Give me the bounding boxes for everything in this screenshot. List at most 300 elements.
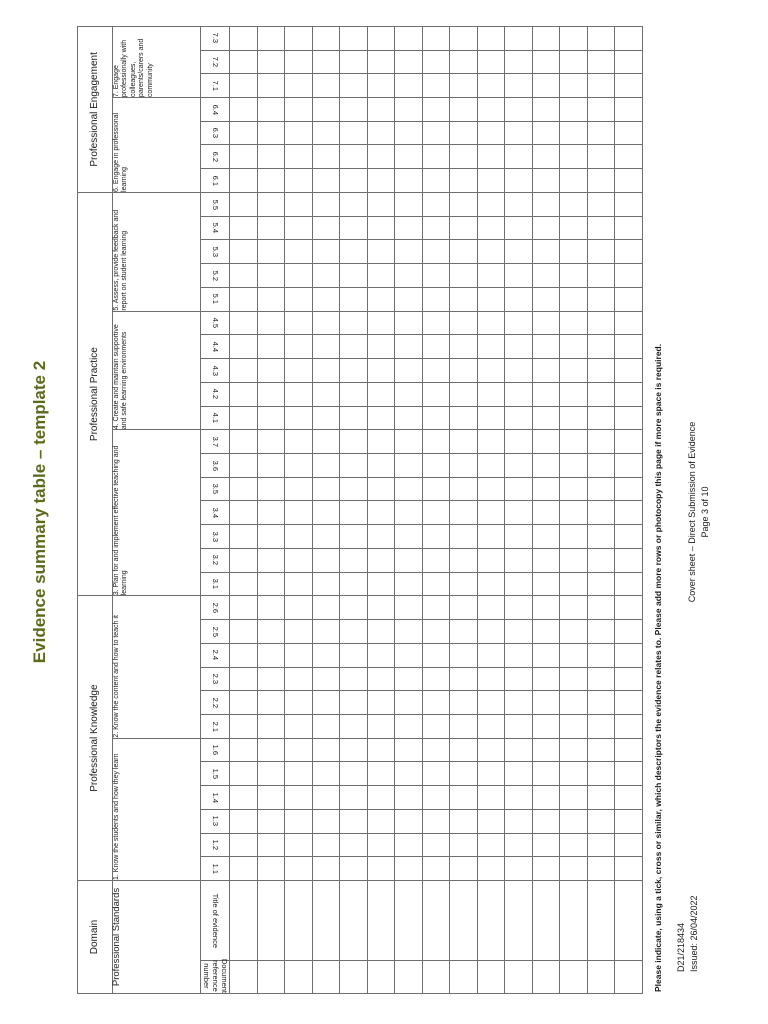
tick-cell[interactable] (257, 145, 285, 169)
tick-cell[interactable] (532, 216, 560, 240)
tick-cell[interactable] (532, 548, 560, 572)
tick-cell[interactable] (312, 430, 340, 454)
tick-cell[interactable] (230, 833, 258, 857)
tick-cell[interactable] (505, 809, 533, 833)
tick-cell[interactable] (285, 287, 313, 311)
tick-cell[interactable] (257, 74, 285, 98)
tick-cell[interactable] (285, 809, 313, 833)
tick-cell[interactable] (340, 430, 368, 454)
evidence-title-cell[interactable] (395, 881, 423, 961)
doc-ref-cell[interactable] (285, 961, 313, 994)
tick-cell[interactable] (505, 98, 533, 122)
tick-cell[interactable] (560, 667, 588, 691)
tick-cell[interactable] (367, 430, 395, 454)
tick-cell[interactable] (505, 596, 533, 620)
tick-cell[interactable] (422, 738, 450, 762)
tick-cell[interactable] (395, 714, 423, 738)
tick-cell[interactable] (367, 809, 395, 833)
tick-cell[interactable] (477, 786, 505, 810)
tick-cell[interactable] (450, 691, 478, 715)
tick-cell[interactable] (450, 738, 478, 762)
tick-cell[interactable] (340, 169, 368, 193)
tick-cell[interactable] (367, 26, 395, 50)
tick-cell[interactable] (230, 572, 258, 596)
tick-cell[interactable] (477, 335, 505, 359)
tick-cell[interactable] (340, 453, 368, 477)
tick-cell[interactable] (285, 643, 313, 667)
evidence-title-cell[interactable] (285, 881, 313, 961)
tick-cell[interactable] (312, 833, 340, 857)
tick-cell[interactable] (615, 216, 643, 240)
tick-cell[interactable] (312, 525, 340, 549)
evidence-title-cell[interactable] (257, 881, 285, 961)
tick-cell[interactable] (477, 477, 505, 501)
tick-cell[interactable] (395, 501, 423, 525)
tick-cell[interactable] (587, 359, 615, 383)
tick-cell[interactable] (560, 548, 588, 572)
tick-cell[interactable] (505, 359, 533, 383)
tick-cell[interactable] (505, 145, 533, 169)
tick-cell[interactable] (285, 548, 313, 572)
tick-cell[interactable] (587, 643, 615, 667)
tick-cell[interactable] (285, 382, 313, 406)
tick-cell[interactable] (312, 738, 340, 762)
tick-cell[interactable] (285, 762, 313, 786)
tick-cell[interactable] (367, 857, 395, 881)
tick-cell[interactable] (340, 525, 368, 549)
tick-cell[interactable] (367, 691, 395, 715)
doc-ref-cell[interactable] (422, 961, 450, 994)
tick-cell[interactable] (340, 192, 368, 216)
tick-cell[interactable] (532, 809, 560, 833)
tick-cell[interactable] (230, 596, 258, 620)
tick-cell[interactable] (532, 50, 560, 74)
tick-cell[interactable] (257, 620, 285, 644)
tick-cell[interactable] (312, 264, 340, 288)
tick-cell[interactable] (532, 857, 560, 881)
tick-cell[interactable] (560, 691, 588, 715)
tick-cell[interactable] (560, 643, 588, 667)
tick-cell[interactable] (367, 382, 395, 406)
tick-cell[interactable] (395, 833, 423, 857)
doc-ref-cell[interactable] (340, 961, 368, 994)
tick-cell[interactable] (560, 216, 588, 240)
tick-cell[interactable] (560, 287, 588, 311)
tick-cell[interactable] (312, 216, 340, 240)
tick-cell[interactable] (450, 596, 478, 620)
tick-cell[interactable] (505, 667, 533, 691)
tick-cell[interactable] (560, 809, 588, 833)
tick-cell[interactable] (587, 572, 615, 596)
tick-cell[interactable] (285, 264, 313, 288)
tick-cell[interactable] (615, 786, 643, 810)
tick-cell[interactable] (340, 121, 368, 145)
tick-cell[interactable] (532, 335, 560, 359)
tick-cell[interactable] (312, 786, 340, 810)
tick-cell[interactable] (367, 643, 395, 667)
tick-cell[interactable] (615, 192, 643, 216)
tick-cell[interactable] (395, 809, 423, 833)
tick-cell[interactable] (257, 169, 285, 193)
tick-cell[interactable] (312, 192, 340, 216)
evidence-title-cell[interactable] (312, 881, 340, 961)
tick-cell[interactable] (477, 50, 505, 74)
tick-cell[interactable] (230, 525, 258, 549)
tick-cell[interactable] (395, 667, 423, 691)
tick-cell[interactable] (285, 216, 313, 240)
tick-cell[interactable] (587, 833, 615, 857)
tick-cell[interactable] (532, 453, 560, 477)
tick-cell[interactable] (285, 192, 313, 216)
tick-cell[interactable] (587, 26, 615, 50)
tick-cell[interactable] (532, 121, 560, 145)
tick-cell[interactable] (395, 786, 423, 810)
tick-cell[interactable] (257, 596, 285, 620)
tick-cell[interactable] (312, 335, 340, 359)
tick-cell[interactable] (532, 169, 560, 193)
tick-cell[interactable] (477, 359, 505, 383)
tick-cell[interactable] (587, 264, 615, 288)
tick-cell[interactable] (395, 406, 423, 430)
tick-cell[interactable] (477, 714, 505, 738)
tick-cell[interactable] (230, 786, 258, 810)
tick-cell[interactable] (422, 453, 450, 477)
tick-cell[interactable] (340, 382, 368, 406)
tick-cell[interactable] (560, 311, 588, 335)
tick-cell[interactable] (395, 287, 423, 311)
tick-cell[interactable] (230, 192, 258, 216)
doc-ref-cell[interactable] (230, 961, 258, 994)
tick-cell[interactable] (422, 121, 450, 145)
tick-cell[interactable] (340, 50, 368, 74)
tick-cell[interactable] (505, 786, 533, 810)
tick-cell[interactable] (615, 833, 643, 857)
tick-cell[interactable] (560, 145, 588, 169)
tick-cell[interactable] (285, 786, 313, 810)
tick-cell[interactable] (395, 857, 423, 881)
tick-cell[interactable] (477, 216, 505, 240)
tick-cell[interactable] (560, 714, 588, 738)
tick-cell[interactable] (532, 240, 560, 264)
tick-cell[interactable] (505, 192, 533, 216)
doc-ref-cell[interactable] (477, 961, 505, 994)
tick-cell[interactable] (257, 98, 285, 122)
tick-cell[interactable] (312, 572, 340, 596)
tick-cell[interactable] (615, 311, 643, 335)
tick-cell[interactable] (230, 382, 258, 406)
tick-cell[interactable] (450, 74, 478, 98)
tick-cell[interactable] (340, 762, 368, 786)
tick-cell[interactable] (422, 216, 450, 240)
tick-cell[interactable] (367, 620, 395, 644)
tick-cell[interactable] (560, 169, 588, 193)
tick-cell[interactable] (477, 620, 505, 644)
tick-cell[interactable] (395, 477, 423, 501)
tick-cell[interactable] (257, 714, 285, 738)
tick-cell[interactable] (340, 833, 368, 857)
tick-cell[interactable] (257, 192, 285, 216)
tick-cell[interactable] (367, 169, 395, 193)
tick-cell[interactable] (422, 192, 450, 216)
tick-cell[interactable] (340, 26, 368, 50)
tick-cell[interactable] (257, 216, 285, 240)
tick-cell[interactable] (312, 50, 340, 74)
tick-cell[interactable] (615, 287, 643, 311)
tick-cell[interactable] (450, 264, 478, 288)
doc-ref-cell[interactable] (367, 961, 395, 994)
tick-cell[interactable] (285, 98, 313, 122)
tick-cell[interactable] (230, 287, 258, 311)
tick-cell[interactable] (477, 667, 505, 691)
tick-cell[interactable] (395, 691, 423, 715)
tick-cell[interactable] (340, 287, 368, 311)
tick-cell[interactable] (450, 169, 478, 193)
tick-cell[interactable] (257, 382, 285, 406)
tick-cell[interactable] (450, 430, 478, 454)
tick-cell[interactable] (340, 667, 368, 691)
tick-cell[interactable] (587, 216, 615, 240)
tick-cell[interactable] (560, 50, 588, 74)
tick-cell[interactable] (312, 145, 340, 169)
tick-cell[interactable] (285, 359, 313, 383)
tick-cell[interactable] (312, 620, 340, 644)
tick-cell[interactable] (477, 240, 505, 264)
tick-cell[interactable] (450, 26, 478, 50)
tick-cell[interactable] (532, 382, 560, 406)
tick-cell[interactable] (450, 216, 478, 240)
tick-cell[interactable] (340, 857, 368, 881)
tick-cell[interactable] (450, 477, 478, 501)
tick-cell[interactable] (560, 430, 588, 454)
tick-cell[interactable] (340, 786, 368, 810)
tick-cell[interactable] (615, 335, 643, 359)
tick-cell[interactable] (395, 525, 423, 549)
tick-cell[interactable] (230, 335, 258, 359)
tick-cell[interactable] (505, 525, 533, 549)
tick-cell[interactable] (505, 430, 533, 454)
tick-cell[interactable] (450, 335, 478, 359)
tick-cell[interactable] (450, 192, 478, 216)
tick-cell[interactable] (367, 74, 395, 98)
tick-cell[interactable] (395, 26, 423, 50)
tick-cell[interactable] (477, 525, 505, 549)
tick-cell[interactable] (257, 240, 285, 264)
tick-cell[interactable] (285, 74, 313, 98)
tick-cell[interactable] (587, 192, 615, 216)
tick-cell[interactable] (422, 857, 450, 881)
tick-cell[interactable] (615, 169, 643, 193)
tick-cell[interactable] (312, 477, 340, 501)
tick-cell[interactable] (312, 548, 340, 572)
tick-cell[interactable] (312, 596, 340, 620)
tick-cell[interactable] (230, 169, 258, 193)
tick-cell[interactable] (285, 857, 313, 881)
tick-cell[interactable] (587, 501, 615, 525)
tick-cell[interactable] (285, 169, 313, 193)
tick-cell[interactable] (532, 26, 560, 50)
tick-cell[interactable] (230, 145, 258, 169)
tick-cell[interactable] (312, 714, 340, 738)
tick-cell[interactable] (477, 311, 505, 335)
tick-cell[interactable] (340, 596, 368, 620)
tick-cell[interactable] (367, 762, 395, 786)
tick-cell[interactable] (587, 714, 615, 738)
tick-cell[interactable] (230, 98, 258, 122)
tick-cell[interactable] (477, 572, 505, 596)
tick-cell[interactable] (230, 430, 258, 454)
tick-cell[interactable] (340, 714, 368, 738)
tick-cell[interactable] (450, 98, 478, 122)
tick-cell[interactable] (367, 453, 395, 477)
doc-ref-cell[interactable] (615, 961, 643, 994)
tick-cell[interactable] (285, 667, 313, 691)
tick-cell[interactable] (340, 738, 368, 762)
tick-cell[interactable] (450, 572, 478, 596)
tick-cell[interactable] (367, 477, 395, 501)
tick-cell[interactable] (587, 691, 615, 715)
tick-cell[interactable] (395, 382, 423, 406)
tick-cell[interactable] (615, 525, 643, 549)
tick-cell[interactable] (505, 572, 533, 596)
tick-cell[interactable] (560, 596, 588, 620)
tick-cell[interactable] (285, 691, 313, 715)
tick-cell[interactable] (285, 572, 313, 596)
tick-cell[interactable] (505, 620, 533, 644)
tick-cell[interactable] (257, 857, 285, 881)
tick-cell[interactable] (257, 477, 285, 501)
tick-cell[interactable] (340, 240, 368, 264)
tick-cell[interactable] (422, 548, 450, 572)
tick-cell[interactable] (312, 691, 340, 715)
tick-cell[interactable] (615, 145, 643, 169)
tick-cell[interactable] (505, 548, 533, 572)
tick-cell[interactable] (505, 833, 533, 857)
tick-cell[interactable] (367, 548, 395, 572)
tick-cell[interactable] (285, 50, 313, 74)
tick-cell[interactable] (505, 287, 533, 311)
tick-cell[interactable] (230, 216, 258, 240)
tick-cell[interactable] (587, 762, 615, 786)
tick-cell[interactable] (505, 714, 533, 738)
tick-cell[interactable] (477, 382, 505, 406)
tick-cell[interactable] (615, 264, 643, 288)
tick-cell[interactable] (395, 50, 423, 74)
tick-cell[interactable] (532, 501, 560, 525)
tick-cell[interactable] (257, 833, 285, 857)
tick-cell[interactable] (560, 786, 588, 810)
tick-cell[interactable] (532, 98, 560, 122)
tick-cell[interactable] (532, 287, 560, 311)
tick-cell[interactable] (560, 98, 588, 122)
tick-cell[interactable] (615, 74, 643, 98)
tick-cell[interactable] (615, 691, 643, 715)
tick-cell[interactable] (340, 643, 368, 667)
tick-cell[interactable] (450, 833, 478, 857)
tick-cell[interactable] (395, 240, 423, 264)
evidence-title-cell[interactable] (615, 881, 643, 961)
tick-cell[interactable] (422, 809, 450, 833)
tick-cell[interactable] (340, 501, 368, 525)
tick-cell[interactable] (230, 264, 258, 288)
tick-cell[interactable] (450, 240, 478, 264)
tick-cell[interactable] (367, 359, 395, 383)
tick-cell[interactable] (422, 714, 450, 738)
tick-cell[interactable] (532, 477, 560, 501)
tick-cell[interactable] (477, 430, 505, 454)
tick-cell[interactable] (367, 596, 395, 620)
tick-cell[interactable] (422, 145, 450, 169)
tick-cell[interactable] (340, 145, 368, 169)
tick-cell[interactable] (587, 430, 615, 454)
tick-cell[interactable] (312, 643, 340, 667)
tick-cell[interactable] (257, 50, 285, 74)
tick-cell[interactable] (395, 216, 423, 240)
tick-cell[interactable] (477, 98, 505, 122)
tick-cell[interactable] (450, 359, 478, 383)
tick-cell[interactable] (395, 98, 423, 122)
tick-cell[interactable] (422, 74, 450, 98)
tick-cell[interactable] (450, 786, 478, 810)
tick-cell[interactable] (560, 501, 588, 525)
tick-cell[interactable] (587, 596, 615, 620)
tick-cell[interactable] (450, 548, 478, 572)
tick-cell[interactable] (587, 98, 615, 122)
tick-cell[interactable] (367, 833, 395, 857)
tick-cell[interactable] (367, 714, 395, 738)
tick-cell[interactable] (532, 620, 560, 644)
tick-cell[interactable] (230, 762, 258, 786)
tick-cell[interactable] (560, 620, 588, 644)
tick-cell[interactable] (587, 548, 615, 572)
tick-cell[interactable] (367, 738, 395, 762)
tick-cell[interactable] (285, 240, 313, 264)
tick-cell[interactable] (340, 98, 368, 122)
tick-cell[interactable] (257, 26, 285, 50)
tick-cell[interactable] (615, 430, 643, 454)
tick-cell[interactable] (340, 809, 368, 833)
tick-cell[interactable] (340, 359, 368, 383)
tick-cell[interactable] (312, 382, 340, 406)
tick-cell[interactable] (257, 572, 285, 596)
tick-cell[interactable] (560, 382, 588, 406)
tick-cell[interactable] (450, 382, 478, 406)
tick-cell[interactable] (615, 572, 643, 596)
tick-cell[interactable] (285, 453, 313, 477)
tick-cell[interactable] (367, 287, 395, 311)
tick-cell[interactable] (615, 714, 643, 738)
tick-cell[interactable] (422, 572, 450, 596)
tick-cell[interactable] (615, 548, 643, 572)
tick-cell[interactable] (422, 311, 450, 335)
tick-cell[interactable] (532, 192, 560, 216)
tick-cell[interactable] (422, 359, 450, 383)
tick-cell[interactable] (560, 833, 588, 857)
tick-cell[interactable] (477, 833, 505, 857)
tick-cell[interactable] (340, 477, 368, 501)
tick-cell[interactable] (615, 98, 643, 122)
tick-cell[interactable] (230, 643, 258, 667)
tick-cell[interactable] (395, 453, 423, 477)
tick-cell[interactable] (477, 145, 505, 169)
tick-cell[interactable] (230, 809, 258, 833)
tick-cell[interactable] (257, 501, 285, 525)
tick-cell[interactable] (312, 169, 340, 193)
tick-cell[interactable] (395, 643, 423, 667)
tick-cell[interactable] (560, 359, 588, 383)
tick-cell[interactable] (367, 216, 395, 240)
tick-cell[interactable] (367, 501, 395, 525)
tick-cell[interactable] (532, 643, 560, 667)
